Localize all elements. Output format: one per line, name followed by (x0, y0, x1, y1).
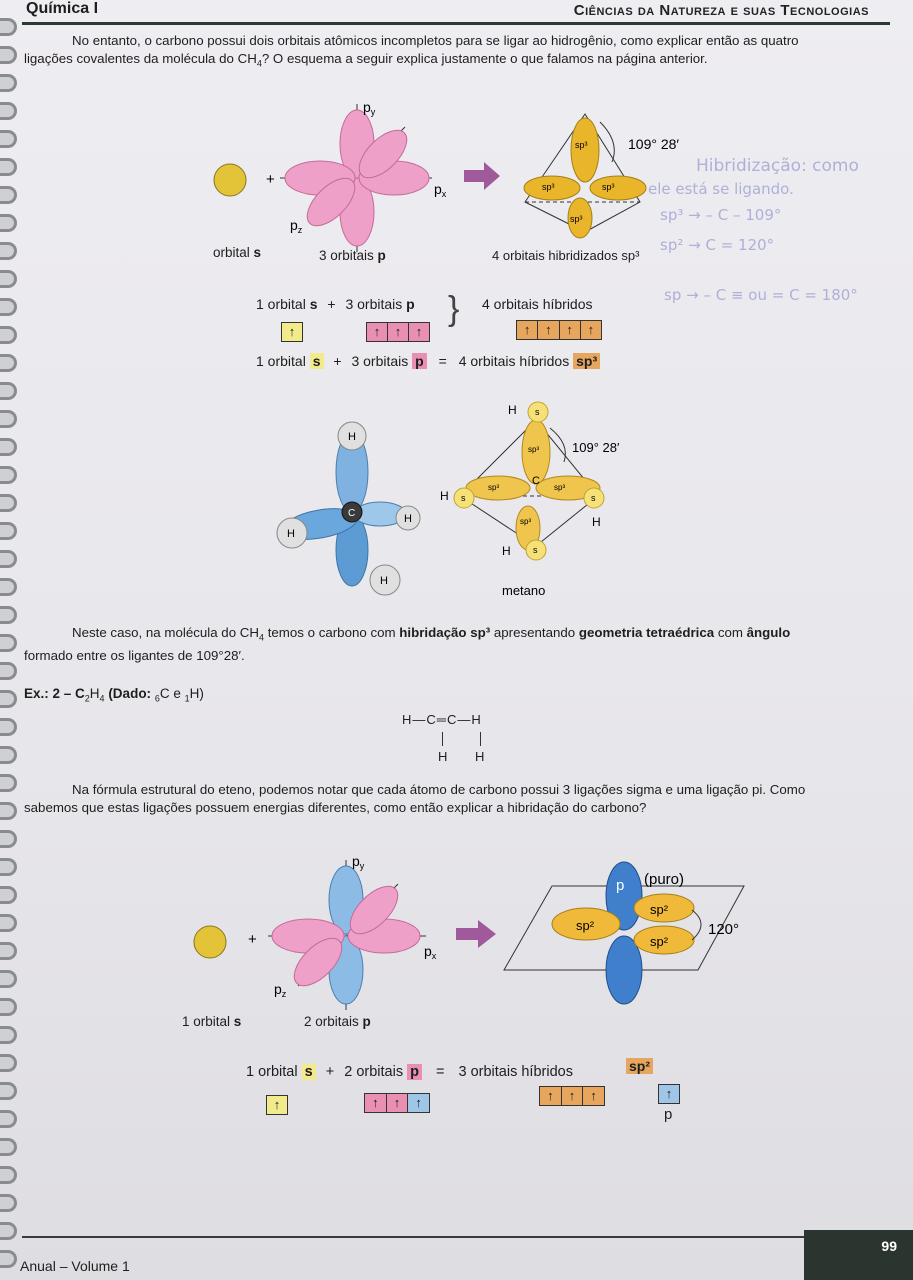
spiral-ring (0, 1194, 17, 1212)
eq1-line1: 1 orbital s + 3 orbitais p (256, 296, 415, 312)
handwritten-note-5: sp → – C ≡ ou = C = 180° (664, 286, 858, 304)
handwritten-note-3: sp³ → – C – 109° (660, 206, 782, 224)
svg-text:sp³: sp³ (520, 517, 532, 526)
spiral-ring (0, 662, 17, 680)
svg-text:sp³: sp³ (528, 445, 540, 454)
spiral-ring (0, 970, 17, 988)
spiral-ring (0, 746, 17, 764)
spiral-ring (0, 326, 17, 344)
pz-label: $p_z$ (290, 217, 303, 235)
spiral-ring (0, 942, 17, 960)
label-4-hybrid: 4 orbitais hibridizados sp³ (492, 248, 640, 263)
spiral-ring (0, 1166, 17, 1184)
methane-paragraph: Neste caso, na molécula do $CH_4$ temos o carbono com hibridação sp³ apresentando geometria tetraédrica com ângulo formado entre os ligantes de 109°28′. (24, 625, 791, 663)
reaction-arrow-2 (456, 920, 496, 948)
svg-text:py: $p_y$ (352, 853, 365, 871)
methane-model-left (277, 422, 420, 595)
footer-volume: Anual – Volume 1 (20, 1258, 130, 1274)
spiral-ring (0, 1222, 17, 1240)
svg-text:pz: $p_z$ (274, 981, 287, 999)
label-orbital-s: orbital s (213, 245, 262, 260)
p-boxes-2: ↑ ↑ ↑ (364, 1093, 430, 1113)
spiral-ring (0, 1138, 17, 1156)
angle-label-2: 109° 28′ (572, 440, 620, 455)
label-2-orbitals-p: 2 orbitais p (304, 1014, 371, 1029)
p-boxes-1: ↑ ↑ ↑ (366, 322, 430, 342)
spiral-ring (0, 214, 17, 232)
figure-sp3-orbitals (200, 92, 720, 272)
spiral-ring (0, 690, 17, 708)
spiral-ring (0, 186, 17, 204)
plus-sign: + (266, 171, 275, 188)
svg-text:H: H (348, 431, 356, 443)
page-number: 99 (804, 1230, 913, 1280)
ethene-h-left: H (438, 749, 448, 764)
spiral-ring (0, 130, 17, 148)
svg-text:s: s (535, 407, 540, 417)
eq1-hybrid-label: 4 orbitais híbridos (482, 296, 593, 312)
svg-text:s: s (533, 545, 538, 555)
s-orbital-sphere (214, 164, 246, 196)
spiral-ring (0, 1082, 17, 1100)
spiral-ring (0, 410, 17, 428)
svg-text:s: s (461, 493, 466, 503)
ethene-h-right: H (475, 749, 485, 764)
spiral-ring (0, 774, 17, 792)
spiral-ring (0, 102, 17, 120)
handwritten-note-2: ele está se ligando. (648, 180, 794, 198)
p-orbital-lobes (285, 110, 429, 246)
s-orbital-sphere-2 (194, 926, 226, 958)
svg-text:H: H (287, 528, 295, 540)
spiral-ring (0, 718, 17, 736)
eq1-line2: 1 orbital s + 3 orbitais p = 4 orbitais híbridos sp³ (256, 353, 600, 369)
spiral-ring (0, 1054, 17, 1072)
s-box-2: ↑ (266, 1095, 288, 1115)
figure-methane (270, 400, 650, 610)
spiral-ring (0, 886, 17, 904)
spiral-ring (0, 270, 17, 288)
svg-text:C: C (348, 508, 356, 519)
bond-line-1 (442, 732, 443, 746)
spiral-binding (0, 0, 22, 1280)
svg-text:s: s (591, 493, 596, 503)
footer-rule (22, 1236, 822, 1238)
caption-metano: metano (502, 583, 546, 598)
bond-line-2 (480, 732, 481, 746)
svg-text:p: p (616, 877, 625, 894)
intro-line-2b: ? O esquema a seguir explica justamente o que falamos na página anterior. (261, 51, 708, 66)
figure-sp2-orbitals (188, 848, 758, 1038)
svg-text:px: $p_x$ (424, 943, 437, 961)
spiral-ring (0, 634, 17, 652)
brace: } (448, 290, 460, 328)
header-rule (22, 22, 890, 25)
ethene-paragraph: Na fórmula estrutural do eteno, podemos notar que cada átomo de carbono possui 3 ligações sigma e uma ligação pi. Como sabemos que estas ligações possuem energias diferentes, como então explicar a hibridação do carbono? (24, 782, 806, 815)
handwritten-note-1: Hibridização: como (696, 156, 859, 176)
spiral-ring (0, 550, 17, 568)
s-box-1: ↑ (281, 322, 303, 342)
methane-model-right (440, 402, 604, 560)
svg-text:sp³: sp³ (488, 483, 500, 492)
spiral-ring (0, 242, 17, 260)
spiral-ring (0, 522, 17, 540)
spiral-ring (0, 1250, 17, 1268)
svg-text:C: C (532, 475, 540, 487)
tetrahedron-sp3 (524, 114, 646, 238)
svg-text:(puro): (puro) (644, 871, 685, 888)
svg-text:H: H (508, 403, 517, 417)
svg-text:H: H (404, 513, 412, 525)
label-1-orbital-s: 1 orbital s (182, 1014, 242, 1029)
angle-label-1: 109° 28′ (628, 136, 680, 152)
svg-text:H: H (592, 515, 601, 529)
spiral-ring (0, 802, 17, 820)
sp3-boxes: ↑ ↑ ↑ ↑ (516, 320, 602, 340)
p-pure-label: p (664, 1106, 673, 1123)
py-label: $p_y$ (363, 99, 376, 117)
handwritten-note-4: sp² → C = 120° (660, 236, 775, 254)
sp2-tag: sp² (626, 1058, 653, 1074)
spiral-ring (0, 606, 17, 624)
svg-text:H: H (380, 575, 388, 587)
example-line: Ex.: $2 - C_2H_4$ (Dado: $_6$C e $_1$H) (24, 686, 204, 704)
sp2-boxes: ↑ ↑ ↑ (539, 1086, 605, 1106)
svg-text:sp²: sp² (650, 934, 669, 949)
svg-text:sp³: sp³ (542, 182, 555, 192)
svg-text:sp³: sp³ (554, 483, 566, 492)
svg-text:sp³: sp³ (575, 140, 588, 150)
spiral-ring (0, 1110, 17, 1128)
reaction-arrow (464, 162, 500, 190)
spiral-ring (0, 74, 17, 92)
eq2-line: 1 orbital s + 2 orbitais p = 3 orbitais híbridos (246, 1064, 573, 1080)
spiral-ring (0, 858, 17, 876)
spiral-ring (0, 494, 17, 512)
intro-paragraph (24, 32, 890, 73)
label-3-orbitals-p: 3 orbitais p (319, 248, 386, 263)
spiral-ring (0, 18, 17, 36)
spiral-ring (0, 578, 17, 596)
svg-text:sp³: sp³ (570, 214, 583, 224)
spiral-ring (0, 1026, 17, 1044)
area-title: Ciências da Natureza e suas Tecnologias (573, 2, 869, 19)
px-label: $p_x$ (434, 181, 447, 199)
ethene-formula: H—C═C—H (402, 712, 482, 727)
spiral-ring (0, 158, 17, 176)
p-pure-box: ↑ (658, 1084, 680, 1104)
svg-text:H: H (440, 489, 449, 503)
svg-text:sp²: sp² (576, 918, 595, 933)
intro-line-1: No entanto, o carbono possui dois orbitais atômicos incompletos para se ligar ao hidrogênio, como explicar então as quatro (72, 33, 799, 48)
subject-title: Química I (26, 0, 99, 17)
spiral-ring (0, 382, 17, 400)
svg-text:120°: 120° (708, 921, 740, 938)
spiral-ring (0, 298, 17, 316)
spiral-ring (0, 354, 17, 372)
spiral-ring (0, 998, 17, 1016)
spiral-ring (0, 914, 17, 932)
spiral-ring (0, 830, 17, 848)
svg-text:sp³: sp³ (602, 182, 615, 192)
svg-text:H: H (502, 544, 511, 558)
svg-text:+: + (248, 931, 257, 948)
spiral-ring (0, 466, 17, 484)
intro-sub: 4 (256, 58, 262, 69)
svg-text:sp²: sp² (650, 902, 669, 917)
spiral-ring (0, 46, 17, 64)
intro-line-2a: ligações covalentes da molécula do CH (24, 51, 257, 66)
spiral-ring (0, 438, 17, 456)
